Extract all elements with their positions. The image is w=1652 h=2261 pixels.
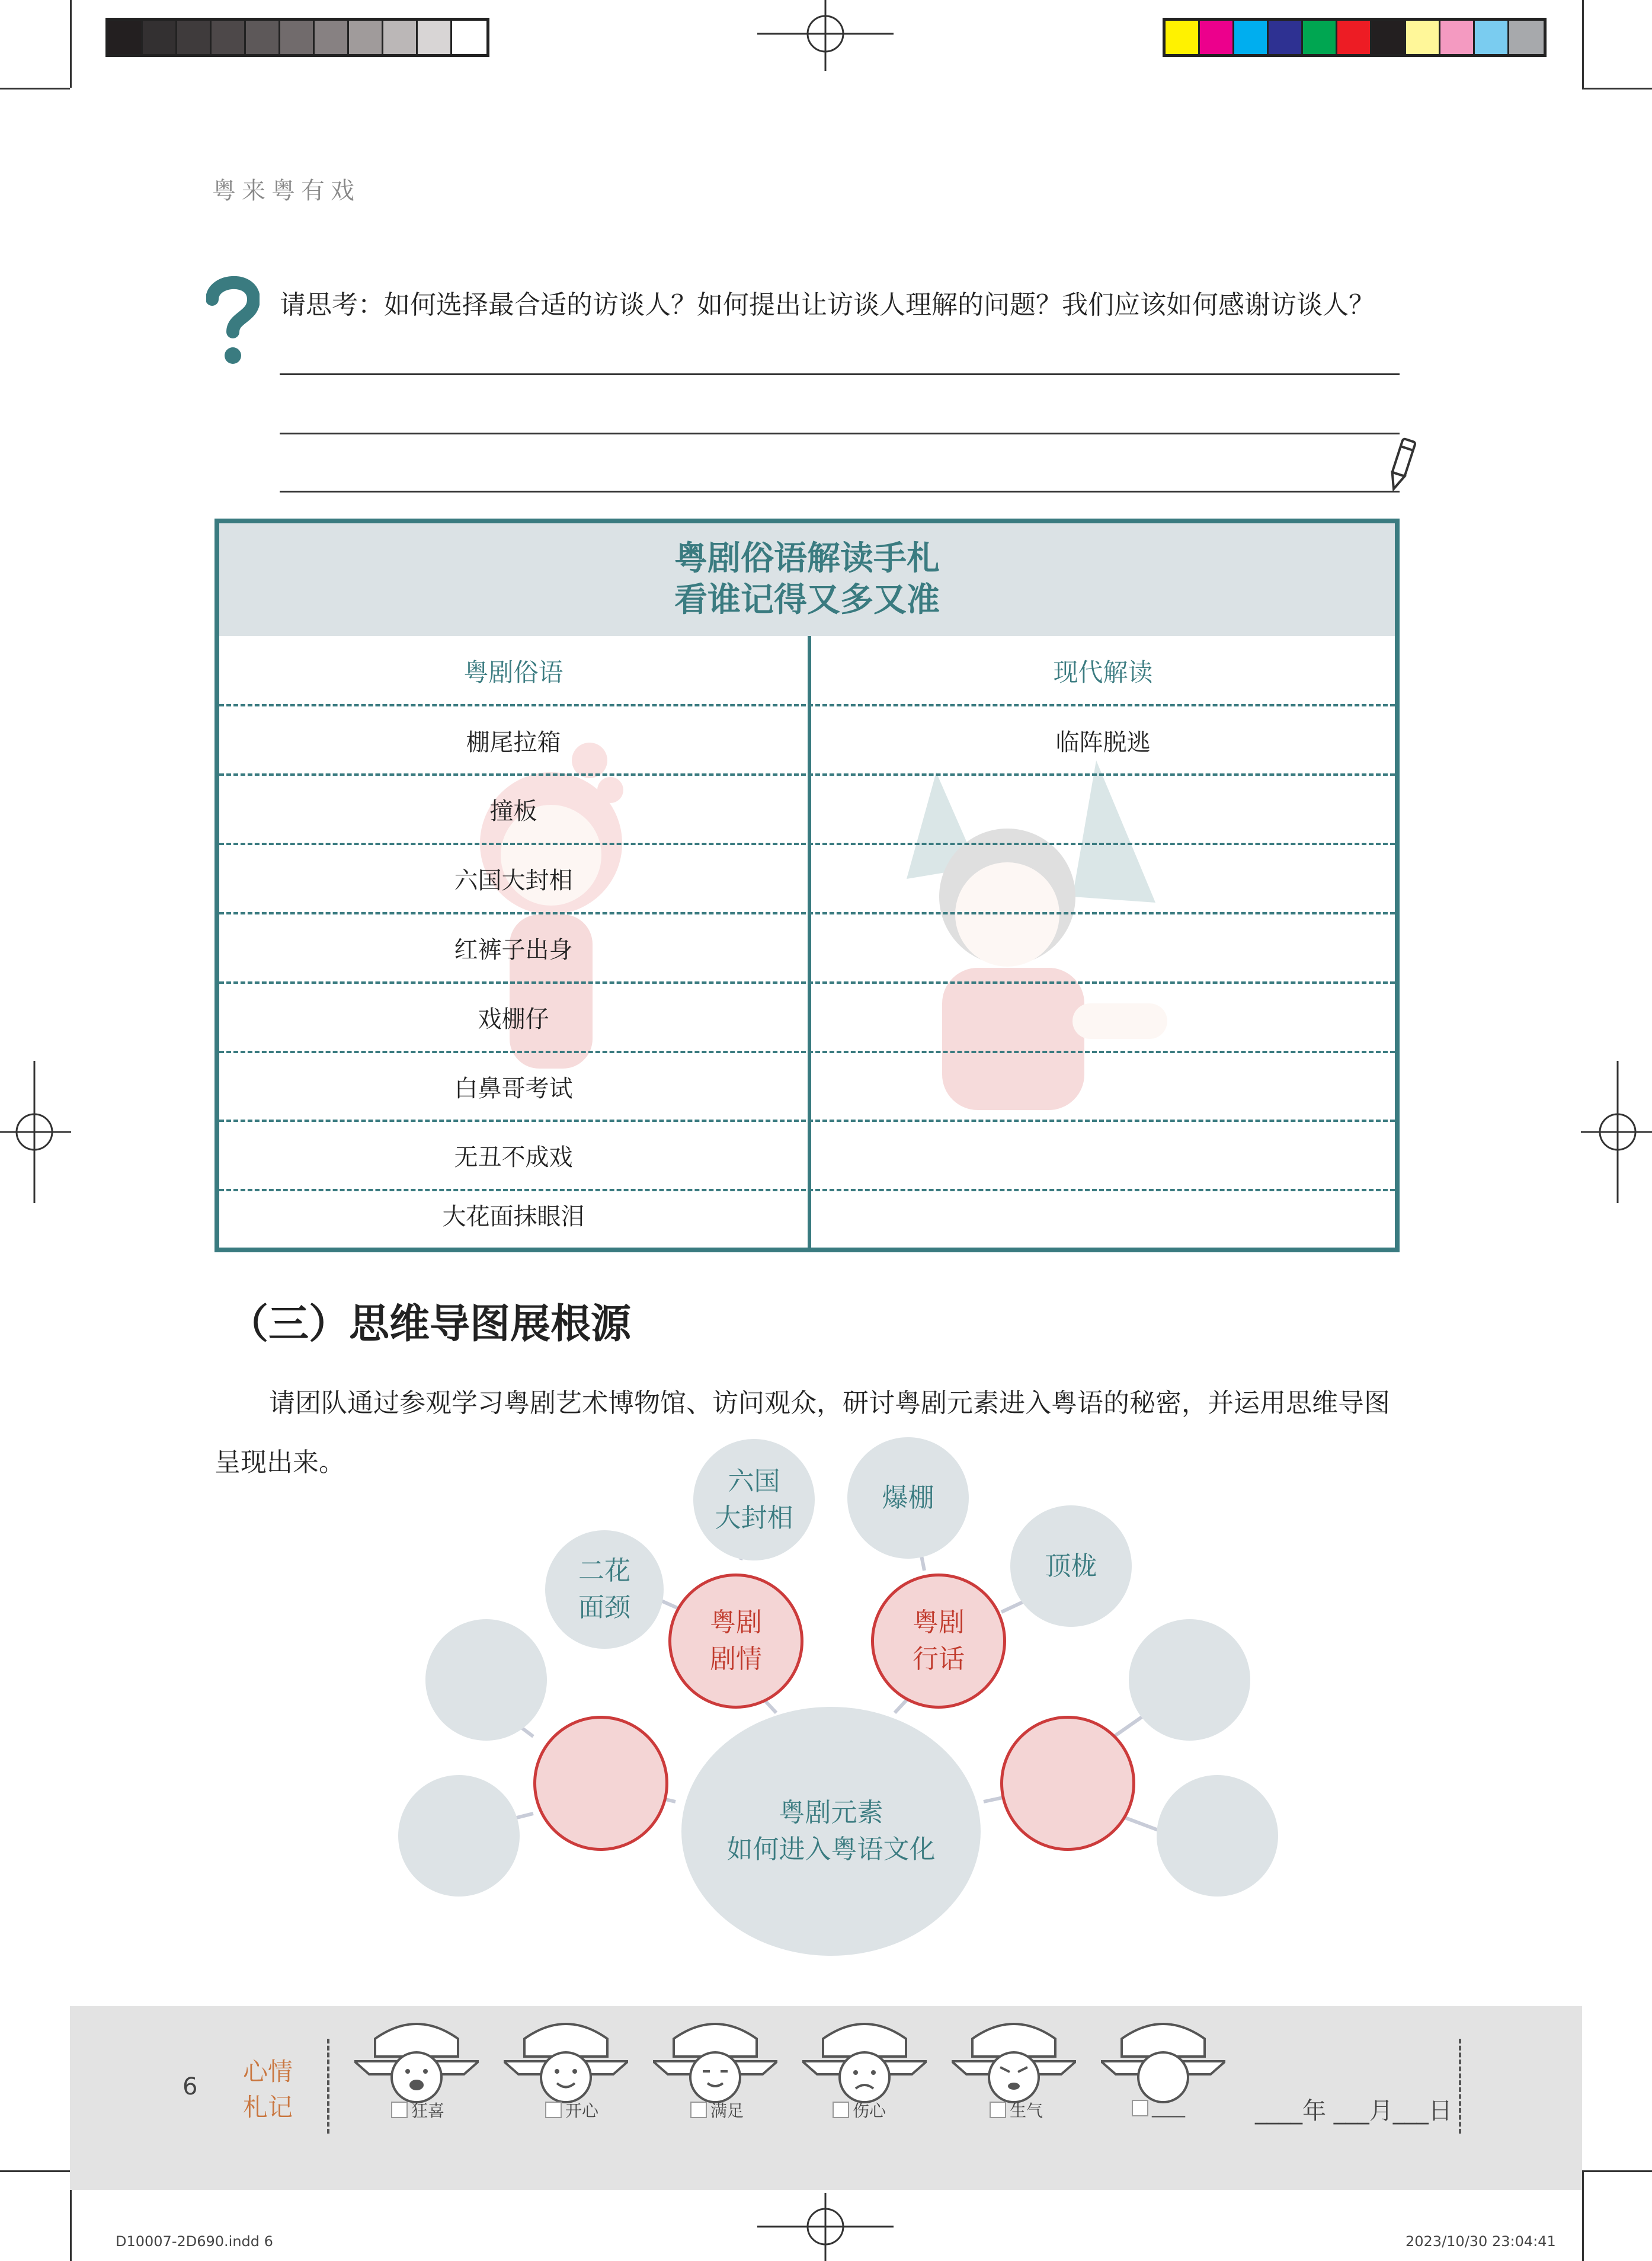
registration-mark-right <box>1581 1061 1652 1203</box>
table-row <box>219 913 1395 983</box>
content-face-icon <box>653 2015 777 2104</box>
interpretation-cell[interactable] <box>811 775 1395 844</box>
column-header-row <box>219 636 1395 705</box>
checkbox[interactable] <box>990 2102 1006 2118</box>
table-title: 粤剧俗语解读手札 <box>674 539 940 578</box>
crop-mark <box>0 88 70 89</box>
mood-title-line1: 心情 <box>243 2057 293 2086</box>
pencil-icon <box>1387 436 1416 495</box>
crop-mark <box>70 0 72 88</box>
column-header-interpretation: 现代解读 <box>1053 657 1153 687</box>
table-row <box>219 1180 1395 1249</box>
registration-mark-bottom <box>757 2193 894 2261</box>
mood-title-line2: 札记 <box>243 2093 293 2122</box>
mindmap-baopeng-node <box>847 1437 969 1559</box>
table-header <box>219 523 1395 636</box>
liuguo-line2: 大封相 <box>715 1502 793 1533</box>
mindmap-erhua-node <box>545 1530 664 1649</box>
mindmap-empty-gray-node[interactable] <box>398 1775 520 1897</box>
interpretation-cell[interactable] <box>811 844 1395 913</box>
interpretation-cell[interactable]: 临阵脱逃 <box>1055 729 1151 756</box>
table-row <box>219 983 1395 1052</box>
mindmap-empty-gray-node[interactable] <box>425 1619 547 1741</box>
page-number: 6 <box>183 2073 198 2100</box>
proverb-cell: 红裤子出身 <box>454 936 573 964</box>
registration-mark-left <box>0 1061 71 1203</box>
section-paragraph: 请团队通过参观学习粤剧艺术博物馆、访问观众，研讨粤剧元素进入粤语的秘密，并运用思维导图呈现出来。 <box>214 1388 1390 1478</box>
center-line2: 如何进入粤语文化 <box>726 1834 936 1865</box>
happy-face-icon <box>504 2015 628 2104</box>
crop-mark <box>1582 2170 1652 2172</box>
baopeng-label: 爆棚 <box>882 1482 934 1513</box>
center-line1: 粤剧元素 <box>779 1798 883 1828</box>
table-row <box>219 706 1395 775</box>
interpretation-cell[interactable] <box>811 1052 1395 1121</box>
mindmap-empty-gray-node[interactable] <box>1157 1775 1278 1897</box>
checkbox[interactable] <box>1132 2100 1148 2116</box>
mindmap-empty-red-node[interactable] <box>1000 1716 1135 1851</box>
proverb-cell: 戏棚仔 <box>478 1006 549 1033</box>
jargon-line2: 行话 <box>913 1644 965 1674</box>
checkbox[interactable] <box>690 2102 707 2118</box>
crop-mark <box>1582 2172 1584 2261</box>
mindmap-empty-gray-node[interactable] <box>1129 1619 1250 1741</box>
question-prompt: 请思考：如何选择最合适的访谈人？如何提出让访谈人理解的问题？我们应该如何感谢访谈人？ <box>280 290 1375 320</box>
angry-face-icon <box>952 2015 1076 2104</box>
erhua-line2: 面颈 <box>578 1592 630 1623</box>
mindmap-liuguo-node <box>693 1439 815 1560</box>
liuguo-line1: 六国 <box>728 1466 780 1496</box>
interpretation-cell[interactable] <box>811 983 1395 1052</box>
file-slug: D10007-2D690.indd 6 <box>116 2233 273 2250</box>
table-row <box>219 1052 1395 1121</box>
cmyk-color-bar <box>1163 18 1547 57</box>
mood-option-happy[interactable] <box>545 2098 598 2122</box>
timestamp-slug: 2023/10/30 23:04:41 <box>1406 2233 1556 2250</box>
running-header: 粤来粤有戏 <box>212 177 360 204</box>
crop-mark <box>1582 88 1652 89</box>
table-row <box>219 775 1395 844</box>
mindmap-empty-red-node[interactable] <box>533 1716 668 1851</box>
checkbox[interactable] <box>545 2102 562 2118</box>
mood-option-ecstatic[interactable] <box>391 2098 444 2122</box>
mood-label: ____ <box>1152 2098 1185 2118</box>
mindmap-jargon-node <box>871 1574 1006 1709</box>
mood-label: 伤心 <box>853 2101 886 2121</box>
footer-divider <box>1459 2039 1464 2134</box>
proverb-cell: 棚尾拉箱 <box>466 729 561 756</box>
proverb-cell: 无丑不成戏 <box>454 1144 573 1171</box>
plot-line1: 粤剧 <box>710 1607 762 1638</box>
date-field[interactable]: ____年 ___月___日 <box>1255 2097 1452 2125</box>
question-mark-icon <box>206 273 260 367</box>
jargon-line1: 粤剧 <box>913 1607 965 1638</box>
checkbox[interactable] <box>391 2102 408 2118</box>
proverb-cell: 六国大封相 <box>454 867 573 894</box>
plot-line2: 剧情 <box>710 1644 762 1674</box>
crop-mark <box>0 2170 70 2172</box>
answer-line[interactable] <box>280 373 1400 375</box>
footer-divider <box>327 2039 332 2134</box>
checkbox[interactable] <box>833 2102 849 2118</box>
proverb-cell: 大花面抹眼泪 <box>442 1203 585 1230</box>
mood-option-content[interactable] <box>690 2098 744 2122</box>
mood-label: 狂喜 <box>411 2101 445 2121</box>
interpretation-cell[interactable] <box>811 913 1395 983</box>
mood-label: 开心 <box>565 2101 599 2121</box>
crop-mark <box>1582 0 1584 88</box>
dinglong-label: 顶栊 <box>1045 1550 1097 1581</box>
interpretation-cell[interactable] <box>811 1180 1395 1249</box>
answer-line[interactable] <box>280 433 1400 434</box>
mood-label: 生气 <box>1010 2101 1043 2121</box>
blank-face-icon <box>1101 2015 1225 2104</box>
column-header-proverb: 粤剧俗语 <box>463 657 564 687</box>
registration-mark-top <box>757 0 894 71</box>
mindmap-plot-node <box>668 1574 803 1709</box>
answer-line[interactable] <box>280 491 1400 493</box>
proverb-cell: 白鼻哥考试 <box>454 1075 573 1102</box>
grayscale-color-bar <box>105 18 489 57</box>
mood-label: 满足 <box>710 2101 744 2121</box>
mood-option-angry[interactable] <box>990 2098 1043 2122</box>
ecstatic-face-icon <box>354 2015 479 2104</box>
section-title: （三）思维导图展根源 <box>228 1301 632 1348</box>
mindmap-dinglong-node <box>1010 1505 1132 1627</box>
table-subtitle: 看谁记得又多又准 <box>674 581 940 619</box>
proverb-table <box>214 519 1400 1252</box>
mood-option-custom[interactable] <box>1132 2098 1185 2118</box>
erhua-line1: 二花 <box>578 1556 630 1586</box>
sad-face-icon <box>802 2015 927 2104</box>
proverb-cell: 撞板 <box>489 798 537 825</box>
mood-option-sad[interactable] <box>833 2098 886 2122</box>
mindmap-center <box>681 1707 981 1956</box>
mood-journal-title <box>243 2054 293 2125</box>
table-row <box>219 844 1395 913</box>
